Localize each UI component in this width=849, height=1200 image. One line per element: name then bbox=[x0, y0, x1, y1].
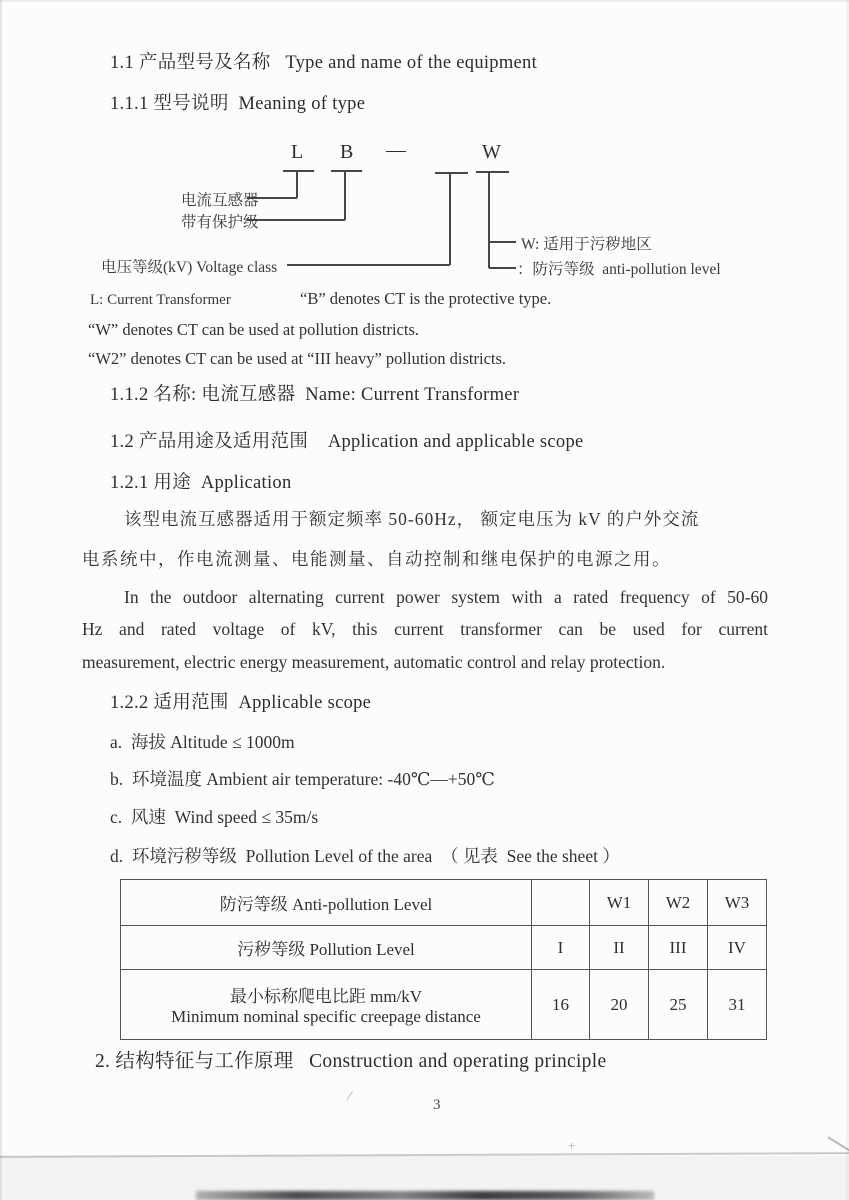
paragraph-cn-line1: 该型电流互感器适用于额定频率 50-60Hz， 额定电压为 kV 的户外交流 bbox=[124, 509, 700, 529]
scope-item-c: c. 风速 Wind speed ≤ 35m/s bbox=[110, 807, 319, 827]
paragraph-en-line1: In the outdoor alternating current power system with a rated frequency of 50-60 bbox=[124, 587, 768, 607]
label-anti-pollution: ：防污等级 anti-pollution level bbox=[517, 261, 721, 278]
page-number: 3 bbox=[433, 1097, 441, 1113]
table-row bbox=[121, 926, 767, 970]
connector-h-anti-pollution bbox=[489, 267, 516, 269]
underline-w bbox=[476, 171, 509, 173]
label-w-district: W: 适用于污秽地区 bbox=[521, 236, 652, 253]
underline-b bbox=[331, 170, 362, 172]
table-cell: 25 bbox=[649, 970, 708, 1040]
table-cell: W3 bbox=[708, 880, 767, 926]
heading-1-1-1: 1.1.1 型号说明 Meaning of type bbox=[110, 94, 366, 114]
note-b: “B” denotes CT is the protective type. bbox=[300, 289, 552, 308]
scan-bottom-band bbox=[196, 1191, 654, 1200]
pen-mark-slash: / bbox=[345, 1087, 354, 1106]
connector-h-protective bbox=[247, 219, 345, 221]
diagram-letter-w: W bbox=[482, 141, 501, 163]
diagram-letter-b: B bbox=[340, 141, 354, 163]
scope-item-a: a. 海拔 Altitude ≤ 1000m bbox=[110, 732, 295, 752]
table-cell: W2 bbox=[649, 880, 708, 926]
heading-1-2-1: 1.2.1 用途 Application bbox=[110, 473, 292, 493]
connector-h-w-district bbox=[489, 241, 516, 243]
connector-vertical-w bbox=[488, 171, 490, 268]
heading-1-1: 1.1 产品型号及名称 Type and name of the equipment bbox=[110, 53, 538, 73]
note-l-label: L: Current Transformer bbox=[90, 292, 231, 308]
underline-blank bbox=[435, 172, 468, 174]
note-w: “W” denotes CT can be used at pollution districts. bbox=[88, 320, 419, 339]
table-cell-row1-label: 防污等级 Anti-pollution Level bbox=[121, 880, 532, 926]
heading-1-2: 1.2 产品用途及适用范围 Application and applicable scope bbox=[110, 432, 584, 452]
table-cell-row3-label bbox=[121, 970, 532, 1040]
table-row bbox=[121, 970, 767, 1040]
label-voltage-class: 电压等级(kV) Voltage class bbox=[101, 259, 278, 276]
paragraph-en-line3: measurement, electric energy measurement, automatic control and relay protection. bbox=[82, 652, 666, 672]
table-cell: 20 bbox=[590, 970, 649, 1040]
diagram-dash: — bbox=[386, 139, 406, 161]
table-row bbox=[121, 880, 767, 926]
table-cell: III bbox=[649, 926, 708, 970]
table-cell: 16 bbox=[532, 970, 590, 1040]
heading-1-1-2: 1.1.2 名称: 电流互感器 Name: Current Transformer bbox=[110, 385, 520, 405]
scan-page-seam bbox=[0, 1152, 849, 1157]
scope-item-b: b. 环境温度 Ambient air temperature: -40℃—+50℃ bbox=[110, 769, 495, 789]
scan-left-edge bbox=[0, 0, 2, 1200]
connector-vertical-voltage bbox=[449, 172, 451, 265]
heading-2: 2. 结构特征与工作原理 Construction and operating principle bbox=[95, 1051, 607, 1072]
underline-l bbox=[283, 170, 314, 172]
table-cell: IV bbox=[708, 926, 767, 970]
table-cell bbox=[532, 880, 590, 926]
pollution-level-table bbox=[120, 879, 767, 1040]
table-cell: II bbox=[590, 926, 649, 970]
paragraph-en-line2: Hz and rated voltage of kV, this current transformer can be used for current bbox=[82, 619, 768, 639]
registration-plus-mark: + bbox=[568, 1138, 576, 1153]
table-cell-row2-label: 污秽等级 Pollution Level bbox=[121, 926, 532, 970]
scan-corner-mark bbox=[827, 1136, 849, 1151]
scan-top-edge bbox=[0, 0, 849, 2]
scope-item-d: d. 环境污秽等级 Pollution Level of the area （ 见表 See the sheet ） bbox=[110, 846, 620, 866]
label-current-transformer: 电流互感器 bbox=[181, 192, 259, 209]
note-w2: “W2” denotes CT can be used at “III heavy” pollution districts. bbox=[88, 349, 507, 368]
table-cell: I bbox=[532, 926, 590, 970]
diagram-letter-l: L bbox=[291, 141, 304, 163]
creepage-label-cn: 最小标称爬电比距 mm/kV bbox=[229, 987, 423, 1006]
scan-below-seam-shade bbox=[0, 1156, 849, 1200]
heading-1-2-2: 1.2.2 适用范围 Applicable scope bbox=[110, 693, 372, 713]
table-cell: 31 bbox=[708, 970, 767, 1040]
table-cell: W1 bbox=[590, 880, 649, 926]
label-protective-class: 带有保护级 bbox=[181, 214, 259, 231]
connector-vertical-l bbox=[296, 170, 298, 198]
connector-h-voltage-class bbox=[287, 264, 450, 266]
connector-vertical-b bbox=[344, 170, 346, 220]
paragraph-cn-line2: 电系统中，作电流测量、电能测量、自动控制和继电保护的电源之用。 bbox=[82, 549, 671, 569]
creepage-label-en: Minimum nominal specific creepage distance bbox=[171, 1007, 481, 1026]
